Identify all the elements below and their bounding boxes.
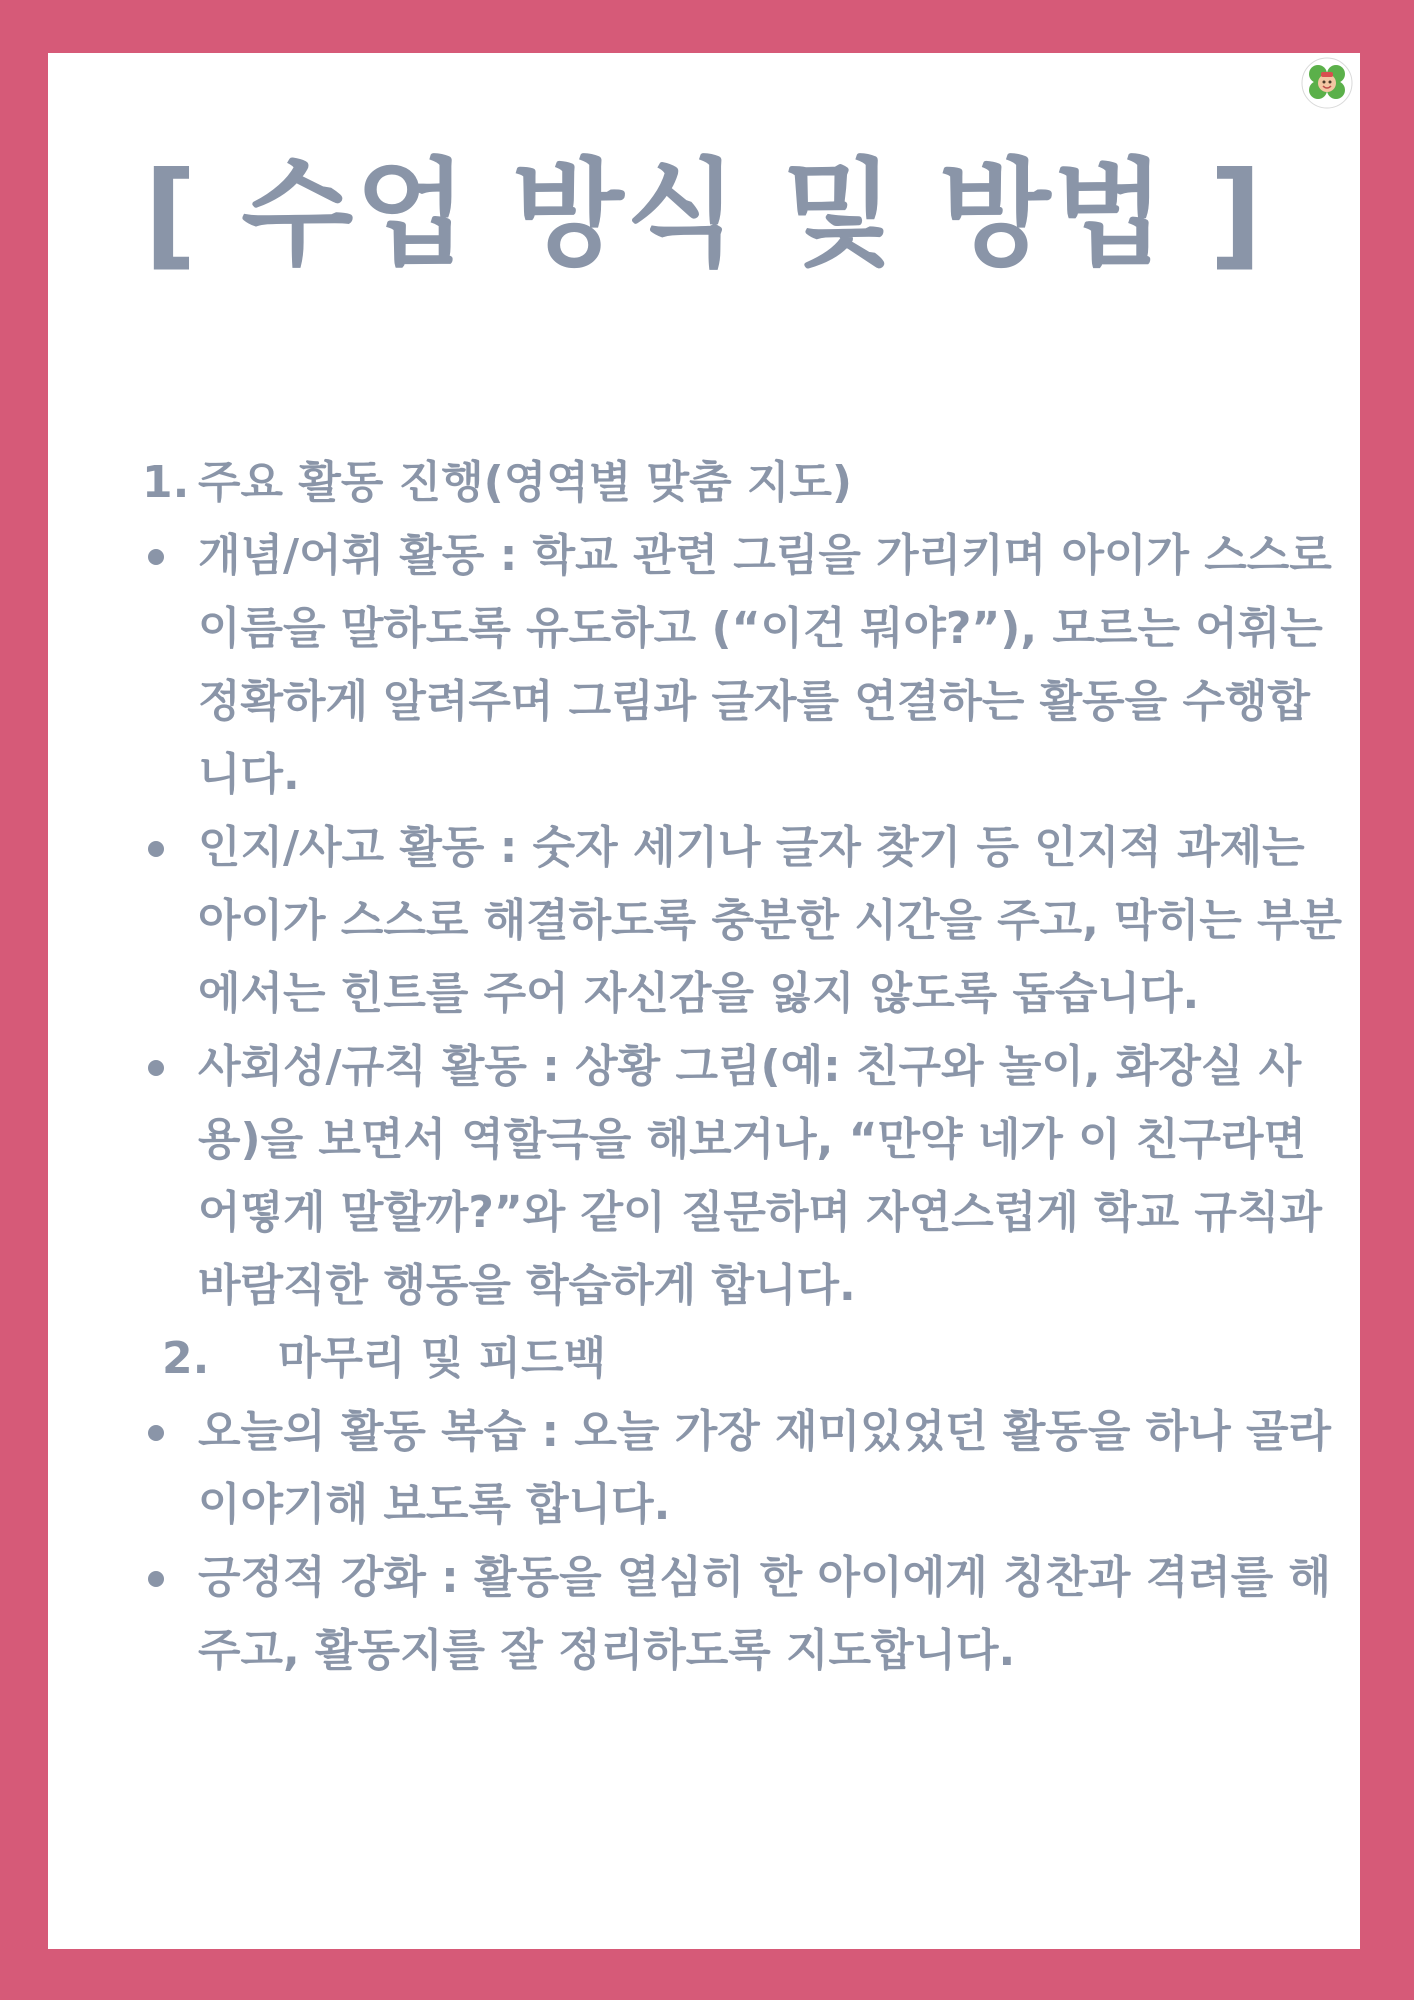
section-number: 2.	[162, 1333, 210, 1384]
item-text: 오늘 가장 재미있었던 활동을 하나 골라 이야기해 보도록 합니다.	[198, 1406, 1332, 1530]
bullet-icon	[148, 549, 164, 565]
list-item	[92, 519, 1360, 811]
document-page	[48, 53, 1360, 1949]
section-heading	[92, 1322, 1360, 1395]
item-colon: :	[526, 1041, 576, 1092]
clover-character-logo-icon	[1301, 57, 1353, 109]
list-item	[92, 1541, 1360, 1687]
item-colon: :	[425, 1552, 475, 1603]
section-number: 1.	[142, 457, 190, 508]
item-colon: :	[484, 822, 533, 873]
list-item	[92, 1030, 1360, 1322]
item-label: 긍정적 강화	[198, 1552, 426, 1603]
item-text: 숫자 세기나 글자 찾기 등 인지적 과제는 아이가 스스로 해결하도록 충분한 시간을 주고, 막히는 부분에서는 힌트를 주어 자신감을 잃지 않도록 돕습니다.	[198, 822, 1343, 1019]
item-label: 오늘의 활동 복습	[198, 1406, 527, 1457]
item-text: 활동을 열심히 한 아이에게 칭찬과 격려를 해주고, 활동지를 잘 정리하도록 지도합니다.	[198, 1552, 1332, 1676]
item-label: 인지/사고 활동	[198, 822, 485, 873]
item-text: 학교 관련 그림을 가리키며 아이가 스스로 이름을 말하도록 유도하고 (“이건 뭐야?”), 모르는 어휘는 정확하게 알려주며 그림과 글자를 연결하는 활동을 수행합니다.	[198, 530, 1332, 800]
item-colon: :	[526, 1406, 575, 1457]
bullet-icon	[148, 1060, 164, 1076]
item-label: 개념/어휘 활동	[198, 530, 485, 581]
item-label: 사회성/규칙 활동	[198, 1041, 527, 1092]
section-heading-text: 주요 활동 진행(영역별 맞춤 지도)	[198, 457, 853, 508]
page-title: [ 수업 방식 및 방법 ]	[143, 147, 1265, 282]
item-colon: :	[484, 530, 533, 581]
section-heading-text: 마무리 및 피드백	[278, 1333, 607, 1384]
document-body	[92, 446, 1360, 1687]
bullet-icon	[148, 841, 164, 857]
item-text: 상황 그림(예: 친구와 놀이, 화장실 사용)을 보면서 역할극을 해보거나, “만약 네가 이 친구라면 어떻게 말할까?”와 같이 질문하며 자연스럽게 학교 규칙과 바람직한 행동을 학습하게 합니다.	[198, 1041, 1322, 1311]
list-item	[92, 1395, 1360, 1541]
list-item	[92, 811, 1360, 1030]
section-heading	[92, 446, 1360, 519]
bullet-icon	[148, 1571, 164, 1587]
bullet-icon	[148, 1425, 164, 1441]
